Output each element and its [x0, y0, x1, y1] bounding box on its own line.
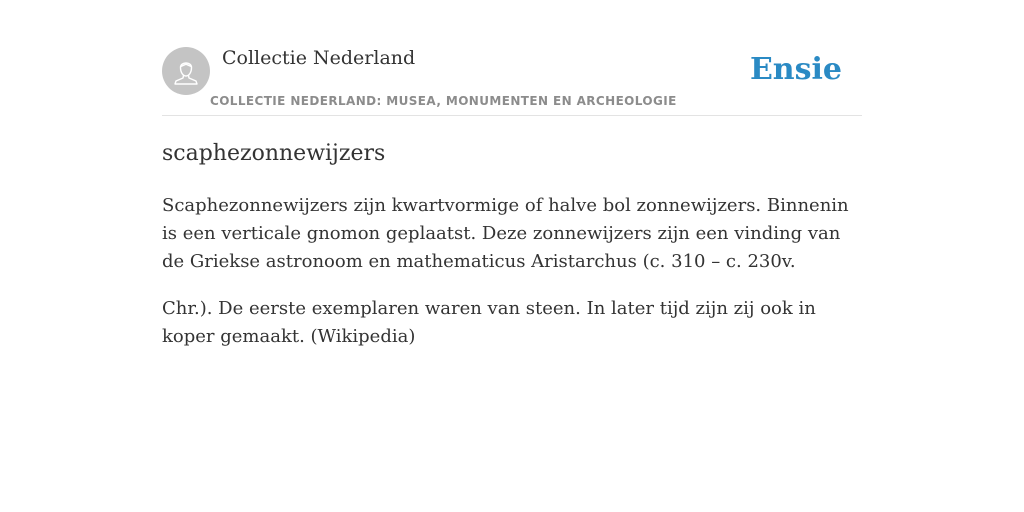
source-label[interactable]: COLLECTIE NEDERLAND: MUSEA, MONUMENTEN EN ARCHEOLOGIE [210, 94, 677, 108]
definition-paragraph: Chr.). De eerste exemplaren waren van steen. In later tijd zijn zij ook in koper gemaakt. (Wikipedia) [162, 298, 816, 347]
definition-paragraph: Scaphezonnewijzers zijn kwartvormige of halve bol zonnewijzers. Binnenin is een verticale gnomon geplaatst. Deze zonnewijzers zijn een vinding van de Griekse astronoom en mathematicus Aristarchus (c. 310 – c. 230v. [162, 195, 849, 272]
term-title: scaphezonnewijzers [162, 141, 386, 166]
article-header [162, 40, 862, 116]
article-content [162, 136, 862, 351]
author-name[interactable]: Collectie Nederland [222, 47, 416, 69]
ensie-logo[interactable]: Ensie [749, 52, 842, 87]
user-avatar-icon[interactable] [162, 47, 210, 95]
